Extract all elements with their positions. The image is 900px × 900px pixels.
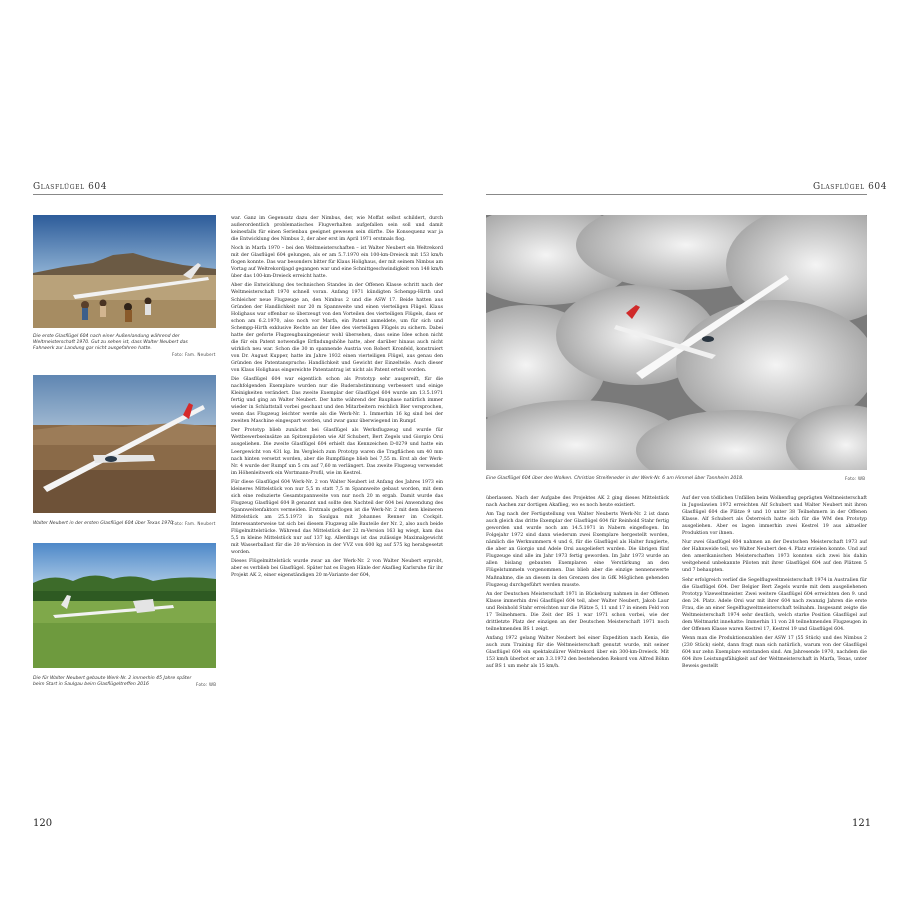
right-paragraph: Nur zwei Glasflügel 604 nahmen an der Deutschen Meisterschaft 1973 auf der Hahnweide teil, wo Walter Neubert den 4. Platz erzielen konnte. Und auf den amerikanischen Meisterschaften 1973 konnten sich zwei bis dahin weitgehend unbekannte Piloten mit ihrer Glasflügel 604 auf den Plätzen 5 und 7 behaupten.	[682, 540, 867, 574]
photo-glider-above-clouds-credit: Foto: WB	[845, 476, 866, 481]
left-paragraph: Für diese Glasflügel 604 Werk-Nr. 2 von Walter Neubert ist Anfang des Jahres 1973 ein kleineres Mittelstück von nur 5,5 m statt 7,5 m Spannweite gebaut worden, mit dem sich eine reduzierte Gesamtspannweite von nur noch 20 m ergab. Damit wurde das Flugzeug Glasflügel 604 B genannt und sollte den Nachteil der 604 bei Anwendung des Spannweitenfaktors vermeiden. Erstmals geflogen ist die Werk-Nr. 2 mit dem kleineren Mittelstück am 25.5.1973 in Saulgau mit Johannes Renner im Cockpit. Interessanterweise tat sich bei diesem Flugzeug alle Bauteile der Nr. 2, also auch beide Flügelmittelstücke. Während das Mittelstück der 22 m-Version 163 kg wiegt, kam das 5,5 m kleine Mittelstück nur auf 137 kg. Allerdings ist das zulässige Maximalgewicht mit Wasserballast für die 20 m-Version in der VVZ von 600 kg auf 575 kg herabgesetzt worden.	[231, 479, 443, 556]
photo-desert-landing-caption: Die erste Glasflügel 604 nach einer Außenlandung während der Weltmeisterschaft 1970. Gut zu sehen ist, dass Walter Neubert das Fahrwerk zur Landung gar nicht ausgefahren hatte.	[33, 334, 188, 352]
left-paragraph: Der Prototyp blieb zunächst bei Glasflügel als Werksflugzeug und wurde für Wettbewerbseinsätze an Spitzenpiloten wie Alf Schubert, Bert Zegels und Giorgio Orsi ausgeliehen. Die zweite Glasflügel 604 erhielt das Kennzeichen D-0279 und hatte ein Leergewicht von 431 kg. Im Vergleich zum Prototyp waren die Tragflächen um 40 mm nach hinten versetzt worden, aber die Rumpflänge blieb bei 7,55 m. Erst ab der Werk-Nr. 4 wurde der Rumpf um 5 cm auf 7,60 m verlängert. Das zweite Flugzeug verwendet im Höhenleitwerk ein Wortmann-Profil, wie im Kestrel.	[231, 428, 443, 476]
left-header-rule	[33, 194, 443, 195]
photo-desert-landing-credit: Foto: Fam. Neubert	[172, 352, 216, 357]
left-paragraph: Aber die Entwicklung des technischen Standes in der Offenen Klasse schritt nach der Weltmeisterschaft 1970 schnell voran. Anfang 1971 kündigten Schempp-Hirth und Schleicher neue Flugzeuge an, den Nimbus 2 und die ASW 17. Beide hatten aus Gründen der Handlichkeit nur 20 m Spannweite und einen vierteiligen Flügel. Klaus Holighaus war offenbar so überzeugt von den Vorteilen des vierteiligen Flügels, dass er schon am 6.2.1970, also noch vor Marfa, ein Patent anmeldete, um für sich und Schempp-Hirth exklusive Rechte an der Idee des vierteiligen Flügels zu sichern. Dabei hatte der geforte Flugzeugbauingenieur wohl übersehen, dass seine Idee schon nicht die für ein Patent notwendige Erfindungshöhe hatte, aber darüber hinaus auch nicht wirklich neu war. Schon die 30 m spannende Austria von Robert Kronfeld, konstruiert von Dr. August Kupper, hatte im Jahre 1932 einen vierteiligen Flügel, aus genau den Gründen des Patentanspruchs: Handlichkeit und Gewicht der Einzelteile. Auch dieser von Klaus Holighaus eingereichte Patentantrag ist nicht als Patent erteilt worden.	[231, 283, 443, 373]
right-paragraph: Wenn man die Produktionszahlen der ASW 17 (55 Stück) und des Nimbus 2 (230 Stück) sieht, dann fragt man sich natürlich, warum von der Glasflügel 604 nur zehn Exemplare entstanden sind. Am Jahresende 1970, nachdem die 604 ihre Leistungsfähigkeit auf der Weltmeisterschaft in Marfa, Texas, unter Beweis gestellt	[682, 635, 867, 670]
left-paragraph: Dieses Flügelmittelstück wurde zwar an der Werk-Nr. 2 von Walter Neubert erprobt, aber es verblieb bei Glasflügel. Später hat es Eugen Hänle der Akaflieg Karlsruhe für ihr Projekt AK 2, einer eigenständigen 20 m-Variante der 604,	[231, 559, 443, 579]
left-paragraph: Die Glasflügel 604 war eigentlich schon als Prototyp sehr ausgereift, für die nachfolgenden Exemplare wurden nur die Ruderabstimmung verbessert und einige Kleinigkeiten verändert. Das zweite Exemplar der Glasflügel 604 wurde am 13.5.1971 fertig und ging an Walter Neubert. Der hatte während der Bauphase natürlich immer wieder in Schlattstall vorbei geschaut und den Mitarbeitern reichlich Bier versprochen, wenn das Flugzeug leichter werde als die Werk-Nr. 1. Immerhin 16 kg sind bei der zweiten Maschine eingespart worden, und zwar ganz überwiegend im Rumpf.	[231, 377, 443, 425]
photo-desert-landing	[33, 215, 216, 328]
photo-glider-over-texas-credit: Foto: Fam. Neubert	[172, 521, 216, 526]
right-running-head: Glasflügel 604	[813, 182, 888, 192]
right-paragraph: Am Tag nach der Fertigstellung von Walter Neuberts Werk-Nr. 2 ist dann auch gleich das dritte Exemplar der Glasflügel 604 für Reinhold Stahr fertig geworden und wurde noch am 14.5.1971 in Nabern eingeflogen. Im Folgejahr 1972 sind dann wiederum zwei Exemplare hergestellt worden, nämlich die Werknummern 4 und 6, für die Glasflügel als Halter fungierte, die aber an Giorgio und Adele Orsi ausgeliefert wurden. Die übrigen fünf Flugzeuge sind alle im Jahr 1973 fertig geworden. Im Jahr 1973 wurde an allen bislang gebauten Exemplaren eine Verstärkung an den Flügelstummeln vorgenommen. Das blieb aber die einzige nennenswerte Maßnahme, die an diesem in den Grenzen des in GfK Möglichen gehenden Flugzeug durchgeführt werden musste.	[486, 512, 669, 588]
left-text-column	[231, 215, 443, 800]
photo-glider-above-clouds-caption: Eine Glasflügel 604 über den Wolken. Christian Streifeneder in der Werk-Nr. 6 am Himmel über Tannheim 2018.	[486, 476, 744, 481]
right-paragraph: Sehr erfolgreich verlief die Segelflugweltmeisterschaft 1974 in Australien für die Glasflügel 604. Der Belgier Bert Zegels wurde mit dem ausgeliehenen Prototyp Vizeweltmeister. Zwei weitere Glasflügel 604 erreichten den 9. und den 24. Platz. Adele Orsi war mit ihrer 604 nach zwanzig Jahren die erste Frau, die an einer Segelflugweltmeisterschaft teilnahm. Insgesamt zeigte die Weltmeisterschaft 1974 sehr deutlich, welch starke Position Glasflügel auf dem Weltmarkt innehatte: Immerhin 11 von 28 teilnehmenden Flugzeugen in der Offenen Klasse waren Kestrel 17, Kestrel 19 und Glasflügel 604.	[682, 577, 867, 632]
photo-takeoff-saulgau	[33, 543, 216, 668]
right-text-column-2	[682, 495, 867, 800]
photo-glider-over-texas-caption: Walter Neubert in der ersten Glasflügel 604 über Texas 1970	[33, 521, 174, 526]
right-text-column-1	[486, 495, 669, 800]
right-paragraph: überlassen. Nach der Aufgabe des Projektes AK 2 ging dieses Mittelstück nach Aachen zur dortigen Akaflieg, wo es noch heute existiert.	[486, 496, 669, 509]
left-running-head: Glasflügel 604	[33, 182, 108, 192]
left-paragraph: Noch in Marfa 1970 – bei den Weltmeisterschaften – ist Walter Neubert ein Weltrekord mit der Glasflügel 604 gelungen, als er am 5.7.1970 ein 100-km-Dreieck mit 153 km/h flogen konnte. Das war besonders bitter für Klaus Holighaus, der mit seinem Nimbus am Vortag auf Weltrekordjagd gegangen war und eine Schnittgeschwindigkeit von 148 km/h über das 100-km-Dreieck erreicht hatte.	[231, 246, 443, 280]
right-paragraph: Anfang 1972 gelang Walter Neubert bei einer Expedition nach Kenia, die auch zum Training für die Weltmeisterschaft genutzt wurde, mit seiner Glasflügel 604 ein spektakulärer Weltrekord über ein 300-km-Dreieck. Mit 153 km/h überbot er am 3.3.1972 den bestehenden Rekord von Alfred Böhm auf BS 1 um mehr als 15 km/h.	[486, 635, 669, 670]
right-paragraph: Auf der von tödlichen Unfällen beim Wolkenflug geprägten Weltmeisterschaft in Jugoslawien 1972 erreichten Alf Schubert und Walter Neubert mit ihren Glasflügel 604 die Plätze 9 und 10 unter 38 Teilnehmern in der Offenen Klasse. Alf Schubert als Österreich hatte sich für die WM den Prototyp ausgeliehen. Aber es lagen immerhin zwei Kestrel 19 aus aktueller Produktion vor ihnen.	[682, 496, 867, 537]
left-page-number: 120	[33, 818, 53, 829]
right-header-rule	[486, 194, 867, 195]
right-paragraph: An der Deutschen Meisterschaft 1971 in Bückeburg nahmen in der Offenen Klasse immerhin drei Glasflügel 604 teil, aber Walter Neubert, Jakob Laur und Reinhold Stahr erreichten nur die Plätze 5, 11 und 17 in einem Feld von 17 Teilnehmern. Die Zeit der BS 1 war 1971 schon vorbei, wie der drittletzte Platz der einzigen an der Deutschen Meisterschaft 1971 noch teilnehmenden BS 1 zeigt.	[486, 591, 669, 632]
photo-takeoff-saulgau-caption: Die für Walter Neubert gebaute Werk-Nr. 2 immerhin 45 Jahre später beim Start in Saulgau beim Glasflügeltreffen 2016	[33, 676, 192, 688]
left-paragraph: war. Ganz im Gegensatz dazu der Nimbus, der, wie Moffat selbst schildert, durch außerordentlich problematisches Flugverhalten aufgefallen sein soll und damit keinesfalls für einen Serienbau geeignet gewesen sein dürfte. Die Konsequenz war ja die Entwicklung des Nimbus 2, der aber erst im April 1971 erstmals flog.	[231, 216, 443, 243]
photo-glider-over-texas	[33, 375, 216, 513]
right-page-number: 121	[852, 818, 872, 829]
photo-takeoff-saulgau-credit: Foto: WB	[196, 682, 217, 687]
photo-glider-above-clouds	[486, 215, 867, 470]
